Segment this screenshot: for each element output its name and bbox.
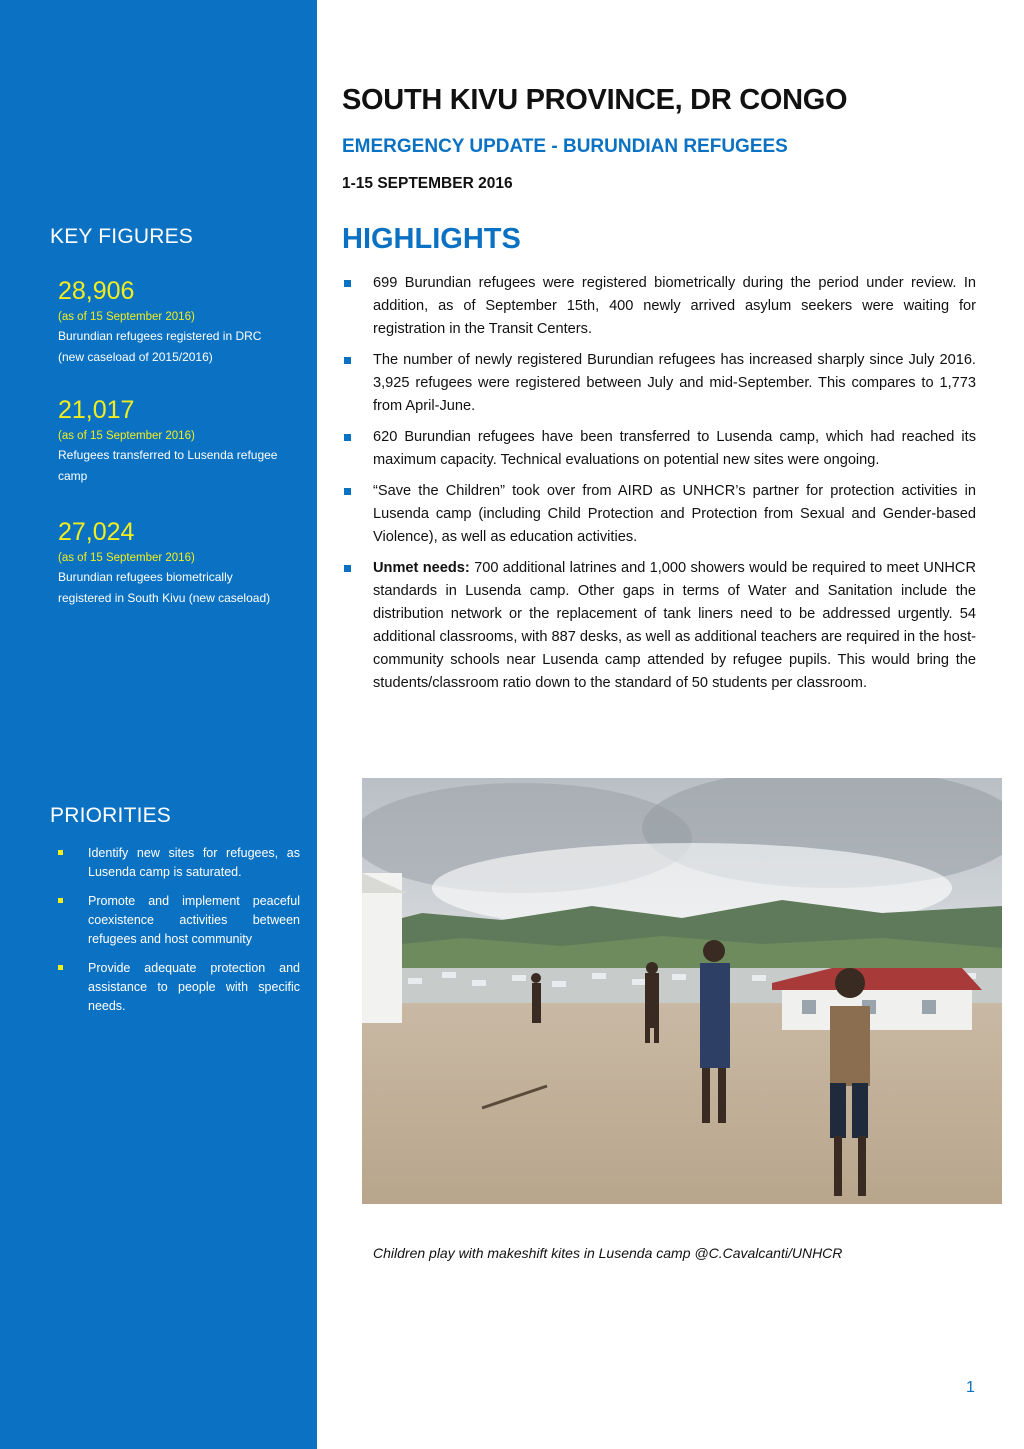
bullet-icon [58,850,63,855]
bullet-icon [344,488,351,495]
highlight-item [342,426,976,472]
key-figure [58,517,280,609]
highlight-text: 699 Burundian refugees were registered biometrically during the period under review. In addition, as of September 15th, 400 newly arrived asylum seekers were waiting for registration in the Transit Centers. [373,275,976,337]
bullet-icon [58,898,63,903]
priorities-list [56,844,300,1026]
bullet-icon [344,434,351,441]
report-period: 1-15 SEPTEMBER 2016 [342,175,513,192]
camp-photo-illustration [362,778,1002,1204]
highlight-item [342,349,976,418]
key-figure [58,276,280,368]
page-number: 1 [966,1379,975,1396]
priority-text: Identify new sites for refugees, as Lusenda camp is saturated. [88,846,300,879]
bullet-icon [58,965,63,970]
key-figure-description: Refugees transferred to Lusenda refugee camp [58,448,278,483]
highlights-heading: HIGHLIGHTS [342,223,521,255]
page-subtitle: EMERGENCY UPDATE - BURUNDIAN REFUGEES [342,136,788,157]
highlights-list [342,272,976,703]
highlight-item [342,557,976,695]
key-figure-number: 21,017 [58,396,135,424]
highlight-lead: Unmet needs: [373,560,470,576]
priorities-heading: PRIORITIES [50,804,172,827]
photo-caption: Children play with makeshift kites in Lusenda camp @C.Cavalcanti/UNHCR [373,1245,843,1261]
sidebar [0,0,317,1449]
priority-item [56,892,300,949]
key-figures-heading: KEY FIGURES [50,225,194,248]
page-title: SOUTH KIVU PROVINCE, DR CONGO [342,84,848,116]
highlight-text: The number of newly registered Burundian refugees has increased sharply since July 2016. 3,925 refugees were registered between July and mid-September. This compares to 1,773 from April-June. [373,352,976,414]
key-figure-date: (as of 15 September 2016) [58,311,195,323]
priority-item [56,959,300,1016]
priority-text: Promote and implement peaceful coexistence activities between refugees and host community [88,894,300,946]
highlight-item [342,272,976,341]
camp-photo [362,778,1002,1204]
key-figure [58,395,280,487]
key-figure-date: (as of 15 September 2016) [58,552,195,564]
highlight-text: 700 additional latrines and 1,000 showers would be required to meet UNHCR standards in Lusenda camp. Other gaps in terms of Water and Sanitation include the distribution network or the replacement of tank liners need to be addressed urgently. 54 additional classrooms, with 887 desks, as well as additional teachers are required in the host-community schools near Lusenda camp attended by refugee pupils. This would bring the students/classroom ratio down to the standard of 50 students per classroom. [373,560,976,691]
highlight-text: “Save the Children” took over from AIRD as UNHCR’s partner for protection activities in Lusenda camp (including Child Protection and Protection from Sexual and Gender-based Violence), as well as education activities. [373,483,976,545]
bullet-icon [344,565,351,572]
priority-item [56,844,300,882]
priority-text: Provide adequate protection and assistance to people with specific needs. [88,961,300,1013]
key-figure-date: (as of 15 September 2016) [58,430,195,442]
key-figure-description: Burundian refugees biometrically registered in South Kivu (new caseload) [58,570,271,605]
bullet-icon [344,357,351,364]
key-figure-number: 28,906 [58,277,135,305]
key-figure-description: Burundian refugees registered in DRC (new caseload of 2015/2016) [58,329,262,364]
key-figure-number: 27,024 [58,518,135,546]
highlight-item [342,480,976,549]
bullet-icon [344,280,351,287]
highlight-text: 620 Burundian refugees have been transferred to Lusenda camp, which had reached its maximum capacity. Technical evaluations on potential new sites were ongoing. [373,429,976,468]
